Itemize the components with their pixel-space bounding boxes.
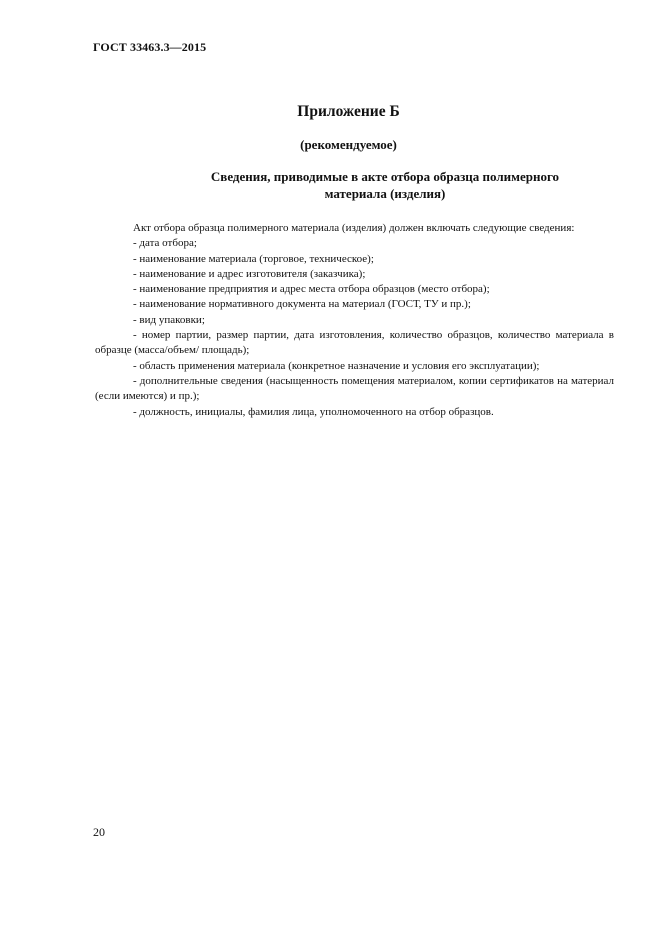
section-heading-line-1: Сведения, приводимые в акте отбора образца полимерного [210, 169, 560, 184]
body-text [95, 221, 614, 420]
appendix-subtitle: (рекомендуемое) [300, 137, 397, 152]
list-item: - наименование нормативного документа на материал (ГОСТ, ТУ и пр.); [133, 298, 471, 311]
list-item: - номер партии, размер партии, дата изготовления, количество образцов, количество материала в образце (масса/объем/ площадь); [95, 329, 614, 357]
list-item: - должность, инициалы, фамилия лица, уполномоченного на отбор образцов. [133, 405, 494, 418]
list-item: - наименование материала (торговое, техническое); [133, 252, 374, 265]
standard-header: ГОСТ 33463.3—2015 [93, 40, 207, 54]
page-number: 20 [93, 825, 105, 839]
list-item: - наименование предприятия и адрес места отбора образцов (место отбора); [133, 283, 490, 296]
appendix-title: Приложение Б [297, 103, 400, 120]
section-heading [150, 168, 620, 202]
intro-paragraph: Акт отбора образца полимерного материала (изделия) должен включать следующие сведения: [133, 222, 575, 234]
list-item: - дополнительные сведения (насыщенность помещения материалом, копии сертификатов на материал (если имеются) и пр.); [95, 374, 614, 403]
list-item: - область применения материала (конкретное назначение и условия его эксплуатации); [133, 359, 540, 372]
section-heading-line-2: материала (изделия) [324, 186, 446, 201]
list-item: - наименование и адрес изготовителя (заказчика); [133, 267, 366, 280]
list-item: - дата отбора; [133, 237, 197, 250]
list-item: - вид упаковки; [133, 313, 205, 326]
